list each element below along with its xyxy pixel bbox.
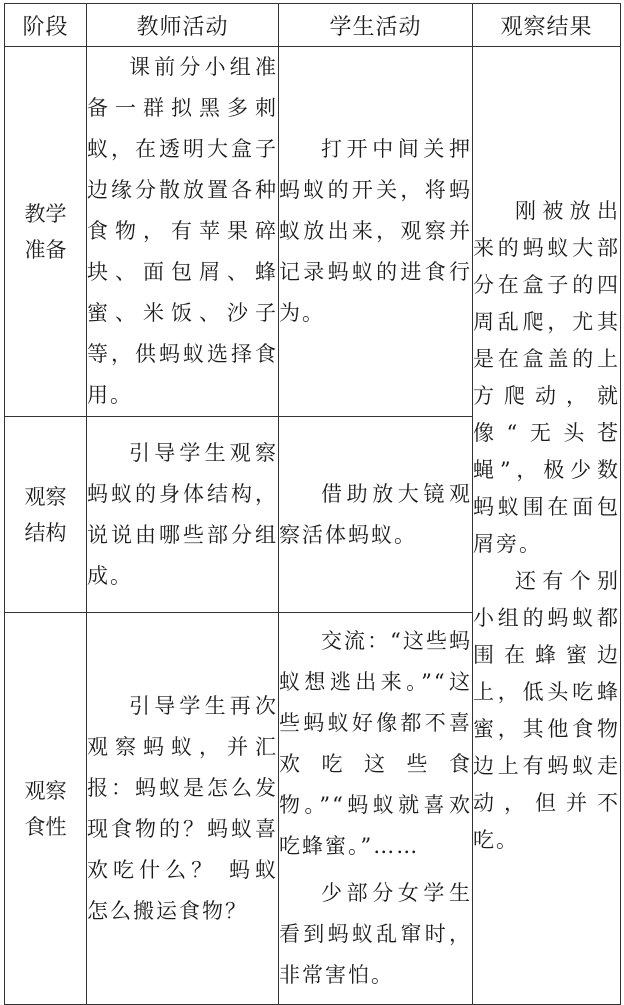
observation-text-1: 刚被放出来的蚂蚁大部分在盒子的四周乱爬，尤其是在盒盖的上方爬动，就像“无头苍蝇”，极少数蚂蚁围在面包屑旁。 <box>473 198 620 556</box>
student-activity-text: 借助放大镜观察活体蚂蚁。 <box>279 481 472 547</box>
stage-cell <box>5 417 87 613</box>
observation-text-2: 还有个别小组的蚂蚁都围在蜂蜜边上，低头吃蜂蜜，其他食物边上有蚂蚁走动，但并不吃。 <box>473 568 620 852</box>
header-row <box>5 4 621 47</box>
stage-label: 观察结构 <box>24 484 67 545</box>
student-activity-cell <box>279 613 473 1005</box>
teacher-activity-cell <box>87 417 279 613</box>
lesson-table <box>4 3 621 1005</box>
student-activity-cell <box>279 417 473 613</box>
teacher-activity-cell <box>87 613 279 1005</box>
stage-label: 教学准备 <box>24 201 67 262</box>
header-stage: 阶段 <box>5 4 87 47</box>
observation-cell <box>473 47 621 1005</box>
stage-cell <box>5 47 87 417</box>
teacher-activity-cell <box>87 47 279 417</box>
stage-label: 观察食性 <box>24 778 67 839</box>
stage-cell <box>5 613 87 1005</box>
student-activity-text: 少部分女学生看到蚂蚁乱窜时，非常害怕。 <box>279 881 472 987</box>
student-activity-text: 打开中间关押蚂蚁的开关，将蚂蚁放出来，观察并记录蚂蚁的进食行为。 <box>279 137 472 325</box>
header-teacher-activity: 教师活动 <box>87 4 279 47</box>
student-activity-text: 交流：“这些蚂蚁想逃出来。”“这些蚂蚁好像都不喜欢吃这些食物。”“蚂蚁就喜欢吃蜂蜜。”…… <box>279 629 472 858</box>
teacher-activity-text: 引导学生观察蚂蚁的身体结构，说说由哪些部分组成。 <box>87 440 278 588</box>
teacher-activity-text: 引导学生再次观察蚂蚁，并汇报：蚂蚁是怎么发现食物的？蚂蚁喜欢吃什么？ 蚂蚁怎么搬运食物？ <box>87 693 278 923</box>
table-row <box>5 47 621 417</box>
student-activity-cell <box>279 47 473 417</box>
header-student-activity: 学生活动 <box>279 4 473 47</box>
header-observation: 观察结果 <box>473 4 621 47</box>
teacher-activity-text: 课前分小组准备一群拟黑多刺蚁，在透明大盒子边缘分散放置各种食物，有苹果碎块、面包屑、蜂蜜、米饭、沙子等，供蚂蚁选择食用。 <box>87 55 278 407</box>
